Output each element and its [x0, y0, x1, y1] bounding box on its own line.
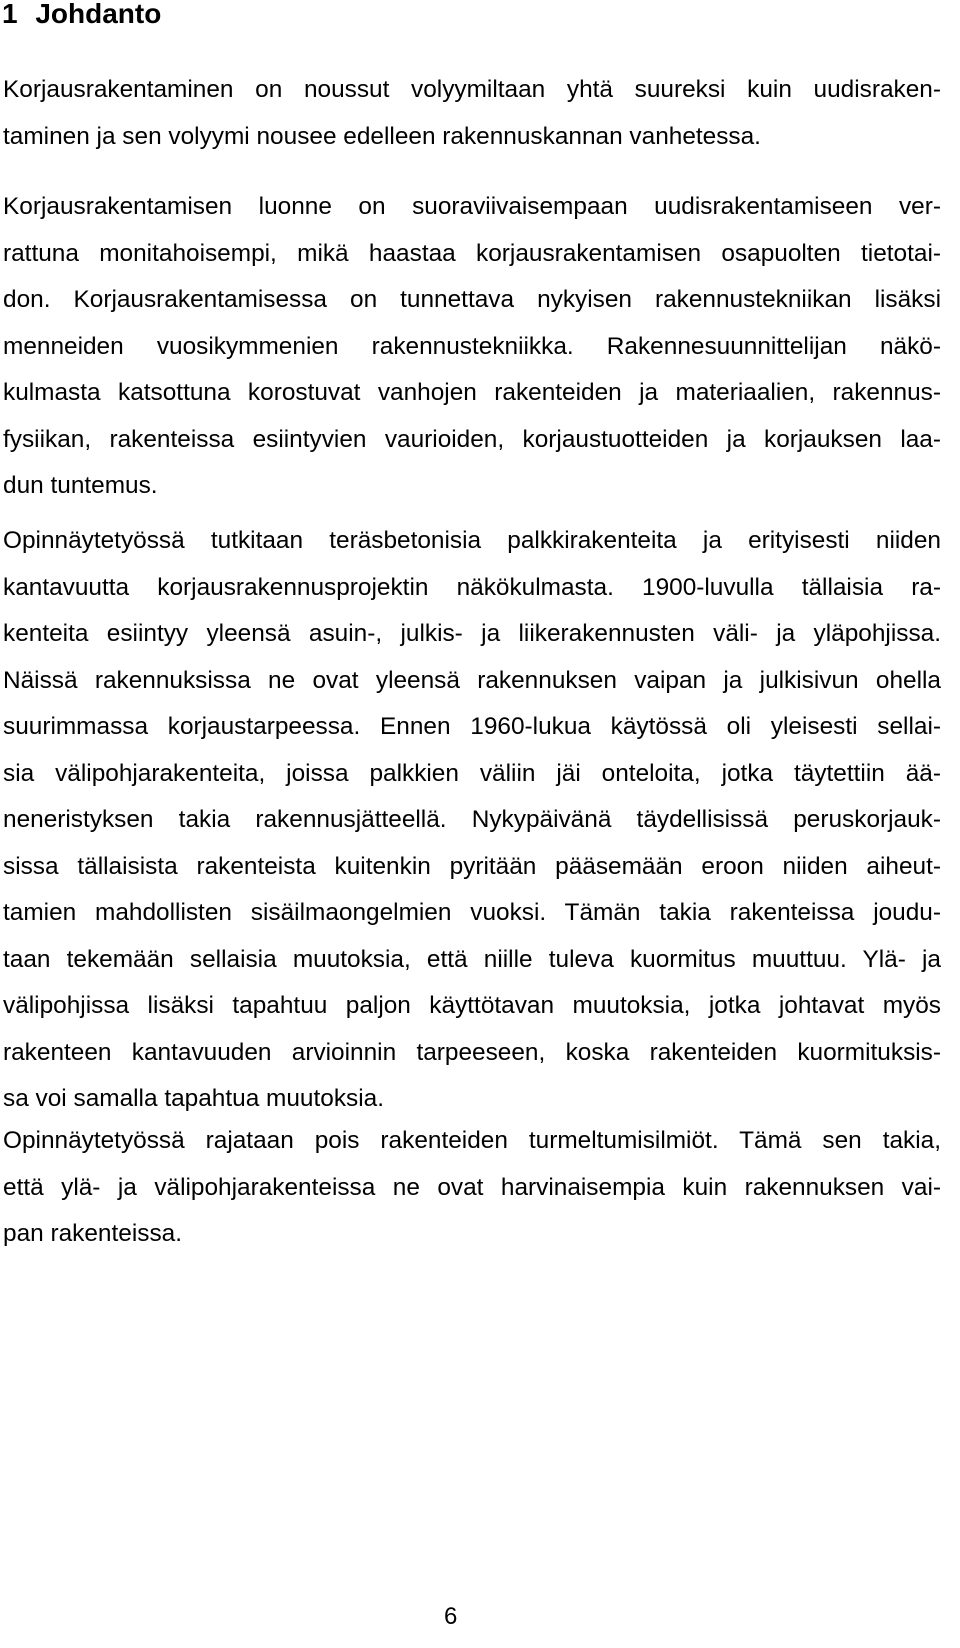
paragraph-line: menneiden vuosikymmenien rakennustekniikka. Rakennesuunnittelijan näkö- [3, 332, 941, 360]
paragraph-line: Näissä rakennuksissa ne ovat yleensä rakennuksen vaipan ja julkisivun ohella [3, 666, 941, 694]
paragraph-line: kenteita esiintyy yleensä asuin-, julkis- ja liikerakennusten väli- ja yläpohjissa. [3, 620, 941, 647]
paragraph-line: suurimmassa korjaustarpeessa. Ennen 1960-lukua käytössä oli yleisesti sellai- [3, 713, 941, 740]
paragraph-line: Opinnäytetyössä tutkitaan teräsbetonisia palkkirakenteita ja erityisesti niiden [3, 527, 941, 554]
paragraph-line: taminen ja sen volyymi nousee edelleen rakennuskannan vanhetessa. [3, 122, 761, 150]
paragraph-line: sa voi samalla tapahtua muutoksia. [3, 1085, 384, 1112]
paragraph-line: don. Korjausrakentamisessa on tunnettava nykyisen rakennustekniikan lisäksi [3, 286, 941, 313]
paragraph-line: sia välipohjarakenteita, joissa palkkien väliin jäi onteloita, jotka täytettiin ää- [3, 759, 941, 787]
paragraph-line: Korjausrakentamisen luonne on suoraviivaisempaan uudisrakentamiseen ver- [3, 193, 941, 220]
paragraph-4 [3, 1118, 941, 1258]
paragraph-line: sissa tällaisista rakenteista kuitenkin pyritään pääsemään eroon niiden aiheut- [3, 852, 941, 880]
paragraph-line: pan rakenteissa. [3, 1220, 182, 1247]
paragraph-line: neneristyksen takia rakennusjätteellä. Nykypäivänä täydellisissä peruskorjauk- [3, 806, 941, 833]
paragraph-line: että ylä- ja välipohjarakenteissa ne ovat harvinaisempia kuin rakennuksen vai- [3, 1173, 941, 1201]
paragraph-3 [3, 518, 941, 1123]
paragraph-2 [3, 184, 941, 510]
paragraph-line: kulmasta katsottuna korostuvat vanhojen rakenteiden ja materiaalien, rakennus- [3, 379, 941, 406]
paragraph-line: tamien mahdollisten sisäilmaongelmien vuoksi. Tämän takia rakenteissa joudu- [3, 899, 941, 926]
paragraph-line: taan tekemään sellaisia muutoksia, että niille tuleva kuormitus muuttuu. Ylä- ja [3, 945, 941, 973]
paragraph-line: kantavuutta korjausrakennusprojektin näkökulmasta. 1900-luvulla tällaisia ra- [3, 573, 941, 601]
paragraph-line: dun tuntemus. [3, 472, 158, 499]
paragraph-line: rattuna monitahoisempi, mikä haastaa korjausrakentamisen osapuolten tietotai- [3, 239, 941, 267]
paragraph-line: Korjausrakentaminen on noussut volyymiltaan yhtä suureksi kuin uudisraken- [3, 76, 941, 103]
paragraph-line: välipohjissa lisäksi tapahtuu paljon käyttötavan muutoksia, jotka johtavat myös [3, 992, 941, 1019]
paragraph-1 [3, 67, 941, 160]
chapter-heading: 1 Johdanto [2, 0, 162, 29]
page-number: 6 [444, 1603, 458, 1630]
paragraph-line: rakenteen kantavuuden arvioinnin tarpeeseen, koska rakenteiden kuormituksis- [3, 1038, 941, 1066]
paragraph-line: fysiikan, rakenteissa esiintyvien vaurioiden, korjaustuotteiden ja korjauksen laa- [3, 425, 941, 453]
paragraph-line: Opinnäytetyössä rajataan pois rakenteiden turmeltumisilmiöt. Tämä sen takia, [3, 1127, 941, 1154]
